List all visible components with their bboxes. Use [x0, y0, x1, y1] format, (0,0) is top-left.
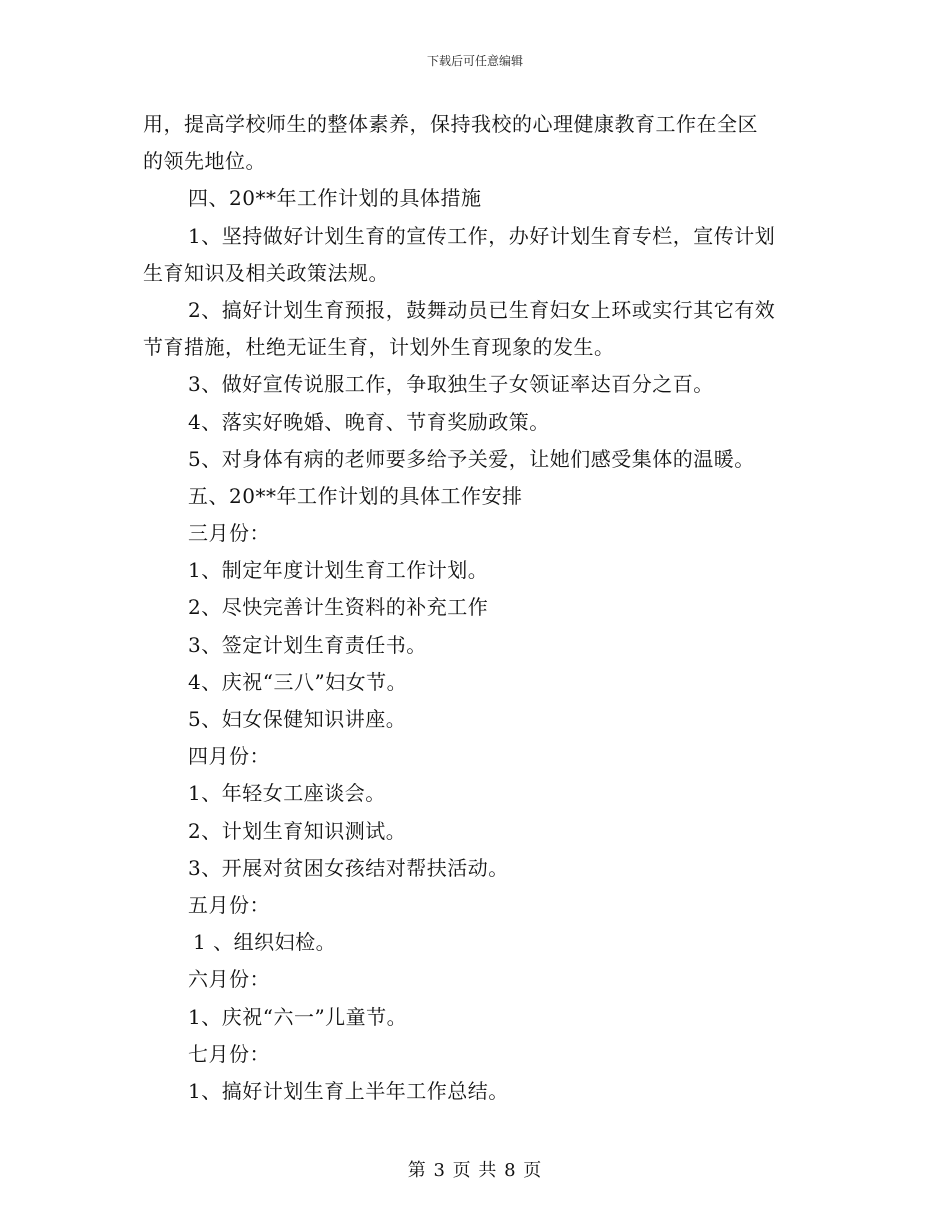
- month-heading: 三月份：: [188, 521, 270, 546]
- paragraph-line: 3、做好宣传说服工作，争取独生子女领证率达百分之百。: [188, 372, 714, 397]
- list-item: 1 、组织妇检。: [193, 930, 337, 955]
- paragraph-line: 节育措施，杜绝无证生育，计划外生育现象的发生。: [143, 335, 615, 360]
- list-item: 5、妇女保健知识讲座。: [188, 707, 407, 731]
- paragraph-line: 1、坚持做好计划生育的宣传工作，办好计划生育专栏，宣传计划: [188, 223, 776, 248]
- list-item: 3、签定计划生育责任书。: [188, 632, 427, 657]
- list-item: 1、搞好计划生育上半年工作总结。: [188, 1078, 509, 1103]
- document-body: [143, 106, 813, 1110]
- paragraph-line: 用，提高学校师生的整体素养，保持我校的心理健康教育工作在全区: [143, 112, 758, 136]
- section-heading: 四、20**年工作计划的具体措施: [188, 186, 482, 211]
- list-item: 1、年轻女工座谈会。: [188, 781, 386, 806]
- month-heading: 四月份：: [188, 744, 270, 769]
- month-heading: 五月份：: [188, 892, 270, 917]
- list-item: 1、制定年度计划生育工作计划。: [188, 558, 489, 583]
- month-heading: 六月份：: [188, 967, 270, 992]
- paragraph-line: 5、对身体有病的老师要多给予关爱，让她们感受集体的温暖。: [188, 446, 755, 471]
- paragraph-line: 4、落实好晚婚、晚育、节育奖励政策。: [188, 409, 550, 434]
- paragraph-line: 2、搞好计划生育预报，鼓舞动员已生育妇女上环或实行其它有效: [188, 297, 776, 322]
- paragraph-line: 的领先地位。: [143, 149, 266, 174]
- month-heading: 七月份：: [188, 1041, 270, 1066]
- page-header: 下载后可任意编辑: [426, 54, 523, 68]
- section-heading: 五、20**年工作计划的具体工作安排: [188, 483, 523, 508]
- list-item: 3、开展对贫困女孩结对帮扶活动。: [188, 855, 509, 880]
- list-item: 2、计划生育知识测试。: [188, 818, 407, 843]
- list-item: 4、庆祝“三八”妇女节。: [188, 669, 408, 694]
- page-number: 第 3 页 共 8 页: [407, 1160, 543, 1181]
- paragraph-line: 生育知识及相关政策法规。: [143, 260, 389, 285]
- list-item: 1、庆祝“六一”儿童节。: [188, 1004, 408, 1029]
- list-item: 2、尽快完善计生资料的补充工作: [188, 595, 489, 620]
